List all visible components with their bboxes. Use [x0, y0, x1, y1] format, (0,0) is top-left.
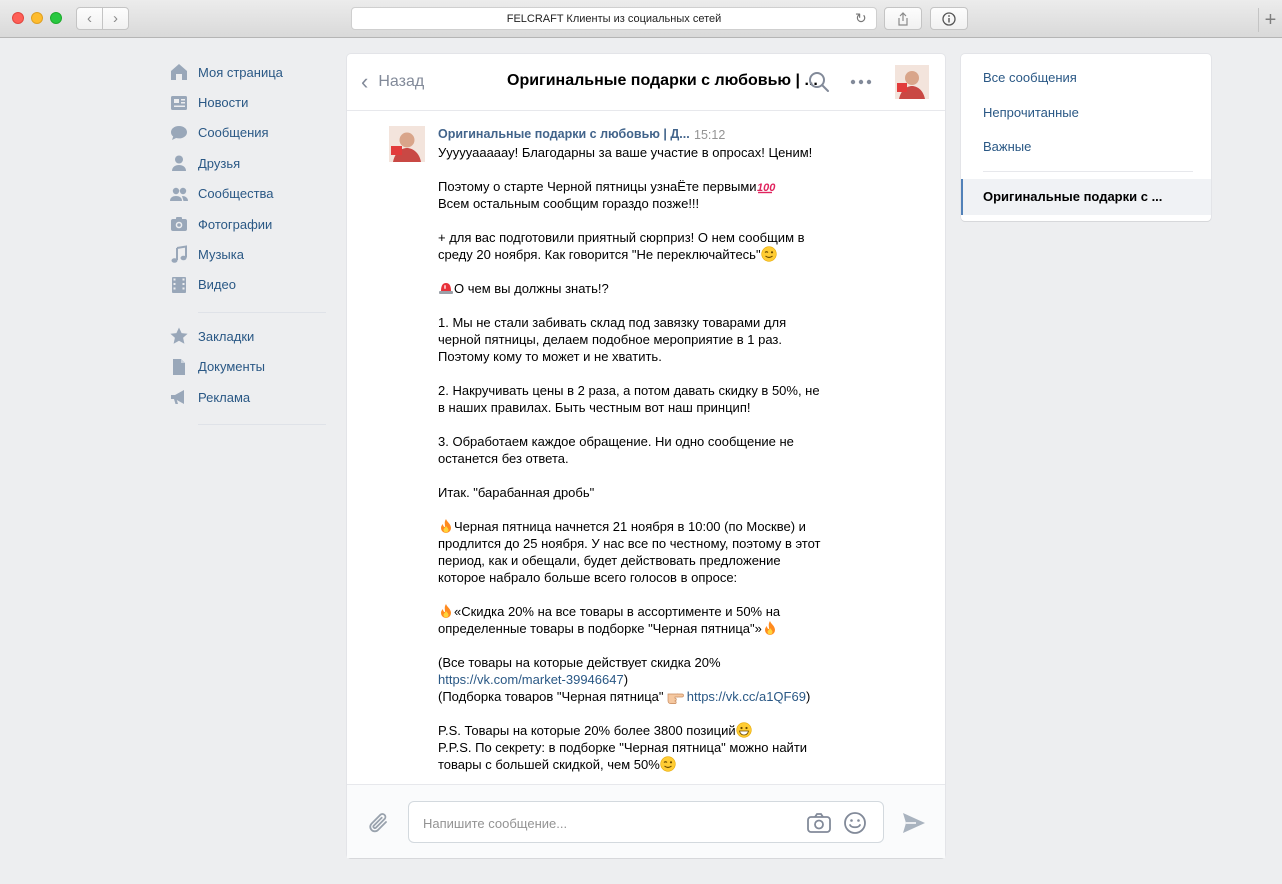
browser-back-button[interactable]	[76, 7, 103, 30]
message-time: 15:12	[694, 128, 726, 142]
info-icon	[942, 12, 956, 26]
more-icon[interactable]	[849, 71, 873, 93]
filter-all-messages[interactable]: Все сообщения	[983, 70, 1077, 85]
nav-divider	[198, 424, 326, 425]
message-line: черной пятницы, делаем подобное мероприятие в 1 раз.	[438, 332, 782, 347]
message-input-box[interactable]	[408, 801, 884, 843]
message-text	[438, 144, 848, 773]
wink-emoji-icon	[761, 246, 777, 261]
nav-item-label: Сообщества	[198, 186, 274, 202]
document-icon	[166, 357, 198, 377]
communities-icon	[166, 184, 198, 204]
browser-toolbar	[0, 0, 1282, 38]
new-tab-button[interactable]	[1258, 8, 1282, 32]
minimize-window-button[interactable]	[31, 12, 43, 24]
hundred-icon	[757, 178, 773, 193]
nav-item-video[interactable]	[166, 270, 326, 300]
nav-item-label: Реклама	[198, 389, 251, 405]
browser-forward-button[interactable]	[102, 7, 129, 30]
camera-icon[interactable]	[806, 811, 832, 835]
nav-divider	[198, 312, 326, 313]
message-line: 2. Накручивать цены в 2 раза, а потом давать скидку в 50%, не	[438, 383, 820, 398]
message-link[interactable]: https://vk.com/market-39946647	[438, 672, 624, 687]
music-icon	[166, 245, 198, 265]
message-line: (Все товары на которые действует скидка 20%	[438, 655, 721, 670]
message-line: которое набрало больше всего голосов в опросе:	[438, 570, 738, 585]
message-line	[438, 212, 848, 229]
nav-item-star[interactable]	[166, 321, 326, 351]
message-line	[438, 637, 848, 654]
back-label: Назад	[378, 73, 425, 90]
community-avatar[interactable]	[895, 65, 929, 99]
nav-item-messages[interactable]	[166, 118, 326, 148]
nav-item-label: Фотографии	[198, 216, 273, 232]
nav-item-megaphone[interactable]	[166, 382, 326, 412]
message-line	[438, 416, 848, 433]
message-line: Поэтому о старте Черной пятницы узнаЁте первыми 100	[438, 179, 775, 194]
message-line: P.S. Товары на которые 20% более 3800 позиций	[438, 722, 848, 739]
nav-item-label: Новости	[198, 95, 249, 111]
plus-icon: +	[1264, 9, 1277, 31]
fire-icon	[438, 603, 454, 618]
message-line: «Скидка 20% на все товары в ассортименте и 50% на	[438, 603, 848, 620]
wink-emoji-icon	[660, 756, 676, 771]
message-line: + для вас подготовили приятный сюрприз! О нем сообщим в	[438, 230, 805, 245]
close-window-button[interactable]	[12, 12, 24, 24]
message-line: период, как и обещали, будет действовать предложение	[438, 553, 781, 568]
nav-item-label: Друзья	[198, 155, 241, 171]
friends-icon	[166, 153, 198, 173]
active-chat-item[interactable]	[961, 179, 1211, 215]
nav-item-camera[interactable]	[166, 209, 326, 239]
chevron-left-icon: ‹	[87, 10, 92, 27]
nav-item-label: Видео	[198, 277, 236, 293]
message-line: О чем вы должны знать!?	[438, 280, 848, 297]
message-line	[438, 586, 848, 603]
message-line: в наших правилах. Быть честным вот наш принцип!	[438, 400, 751, 415]
chat-title[interactable]: Оригинальные подарки с любовью | ...	[507, 72, 818, 89]
address-bar[interactable]	[351, 7, 877, 30]
filters-divider	[983, 171, 1193, 172]
send-icon[interactable]	[902, 812, 926, 834]
message-line: Уууууааааау! Благодарны за ваше участие в опросах! Ценим!	[438, 145, 813, 160]
nav-item-label: Закладки	[198, 328, 255, 344]
message-composer	[347, 784, 945, 858]
message-line	[438, 297, 848, 314]
video-icon	[166, 275, 198, 295]
message-line: (Подборка товаров "Черная пятница" https://vk.cc/a1QF69)	[438, 689, 811, 704]
fire-icon	[762, 620, 778, 635]
message-line: 3. Обработаем каждое обращение. Ни одно сообщение не	[438, 434, 794, 449]
message-link[interactable]: https://vk.cc/a1QF69	[686, 689, 806, 704]
nav-item-document[interactable]	[166, 352, 326, 382]
message-line	[438, 467, 848, 484]
message-line: определенные товары в подборке "Черная пятница"»	[438, 620, 848, 637]
share-icon	[897, 12, 909, 26]
megaphone-icon	[166, 387, 198, 407]
message-line: P.P.S. По секрету: в подборке "Черная пятница" можно найти	[438, 740, 808, 755]
chevron-left-icon: ‹	[361, 69, 369, 94]
message-line: Итак. "барабанная дробь"	[438, 485, 595, 500]
nav-item-news[interactable]	[166, 87, 326, 117]
message-input[interactable]	[423, 813, 793, 833]
message-line	[438, 263, 848, 280]
paperclip-icon[interactable]	[367, 811, 393, 837]
messages-icon	[166, 123, 198, 143]
address-bar-text: FELCRAFT Клиенты из социальных сетей	[506, 12, 722, 25]
message-line: https://vk.com/market-39946647)	[438, 672, 629, 687]
share-button[interactable]	[884, 7, 922, 30]
message-line	[438, 365, 848, 382]
message-author[interactable]: Оригинальные подарки с любовью | Д...	[438, 127, 690, 141]
nav-item-home[interactable]	[166, 57, 326, 87]
chat-header	[347, 54, 945, 111]
fire-icon	[438, 518, 454, 533]
message-line: среду 20 ноября. Как говорится "Не переключайтесь"	[438, 246, 848, 263]
reload-icon[interactable]: ↻	[855, 10, 867, 26]
back-button[interactable]	[361, 69, 425, 94]
nav-item-label: Документы	[198, 359, 266, 375]
message-line	[438, 705, 848, 722]
news-icon	[166, 93, 198, 113]
pointing-hand-icon	[667, 688, 683, 703]
smile-icon[interactable]	[843, 811, 867, 835]
siren-icon	[438, 280, 454, 295]
filter-unread[interactable]: Непрочитанные	[983, 105, 1079, 120]
nav-item-label: Сообщения	[198, 125, 269, 141]
message-line: Черная пятница начнется 21 ноября в 10:00 (по Москве) и	[438, 518, 848, 535]
nav-item-music[interactable]	[166, 239, 326, 269]
message-line: 1. Мы не стали забивать склад под завязку товарами для	[438, 315, 787, 330]
left-navigation	[166, 57, 326, 433]
home-icon	[166, 62, 198, 82]
message-line	[438, 501, 848, 518]
message-line: продлится до 25 ноября. У нас все по честному, поэтому в этот	[438, 536, 821, 551]
message-line	[438, 161, 848, 178]
message-line: Всем остальным сообщим гораздо позже!!!	[438, 196, 700, 211]
zoom-window-button[interactable]	[50, 12, 62, 24]
svg-text:100: 100	[756, 182, 775, 194]
info-button[interactable]	[930, 7, 968, 30]
nav-item-label: Моя страница	[198, 64, 283, 80]
message-line: останется без ответа.	[438, 451, 569, 466]
chat-panel	[347, 54, 945, 858]
message-filters-panel	[961, 54, 1211, 221]
message-line: товары с большей скидкой, чем 50%	[438, 756, 848, 773]
grin-emoji-icon	[736, 722, 752, 737]
star-icon	[166, 326, 198, 346]
nav-item-communities[interactable]	[166, 179, 326, 209]
nav-item-friends[interactable]	[166, 148, 326, 178]
message-author-avatar[interactable]	[389, 126, 425, 162]
message-history[interactable]	[347, 112, 945, 784]
search-icon[interactable]	[808, 71, 830, 93]
active-chat-label: Оригинальные подарки с ...	[983, 189, 1163, 204]
message-line: Поэтому кому то может и не хватить.	[438, 349, 662, 364]
chevron-right-icon: ›	[113, 10, 118, 27]
nav-item-label: Музыка	[198, 247, 244, 263]
camera-icon	[166, 214, 198, 234]
filter-important[interactable]: Важные	[983, 139, 1032, 154]
